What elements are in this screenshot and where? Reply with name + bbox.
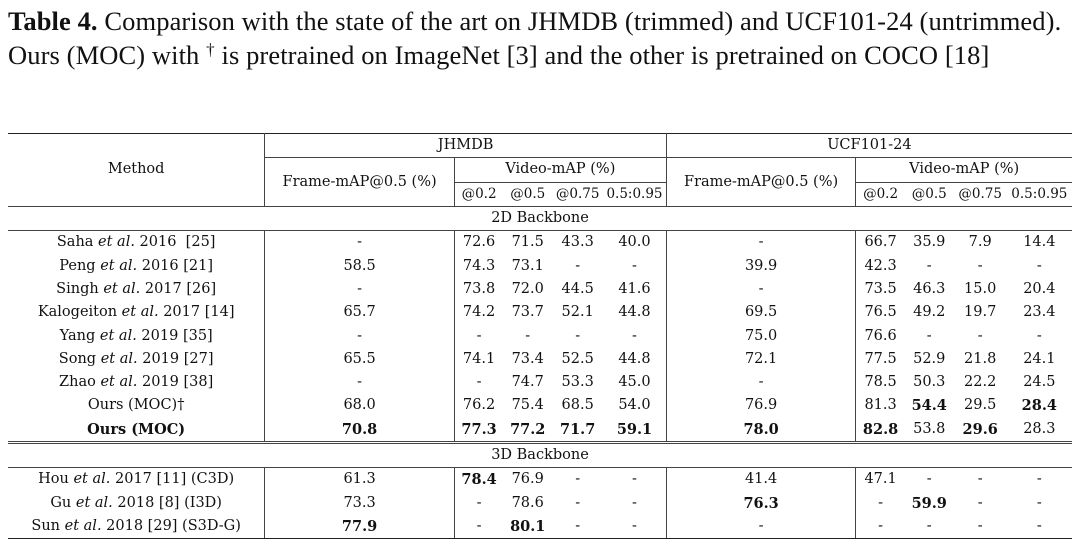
cell: - — [1036, 257, 1042, 274]
cell: 47.1 — [856, 468, 905, 492]
cell: - — [603, 254, 666, 277]
cell: 28.3 — [1023, 420, 1056, 437]
cell: 43.3 — [552, 231, 603, 255]
cell: 77.3 — [461, 420, 497, 438]
cell: - — [552, 468, 603, 492]
cell: - — [1036, 494, 1042, 511]
cell: 35.9 — [905, 231, 954, 255]
method-cell: Gu et al. 2018 [8] (I3D) — [8, 491, 265, 514]
cell: 40.0 — [603, 231, 666, 255]
method-cell: Peng et al. 2016 [21] — [8, 254, 265, 277]
cell: 73.1 — [511, 257, 544, 274]
cell: 78.0 — [666, 418, 856, 443]
cell: 78.4 — [454, 468, 503, 492]
cell: 53.3 — [561, 374, 594, 391]
cell: 75.4 — [511, 397, 544, 414]
section-header-3d — [8, 442, 1072, 467]
cell: - — [265, 231, 455, 255]
cell: - — [603, 491, 666, 514]
table-row — [8, 491, 1072, 514]
cell: 73.8 — [462, 280, 496, 297]
cell: 14.4 — [1007, 231, 1072, 255]
cell: 74.3 — [462, 257, 496, 274]
cell: 74.2 — [462, 304, 496, 321]
cell: - — [666, 278, 856, 301]
cell: 44.5 — [561, 280, 594, 297]
cell: 73.4 — [511, 350, 544, 367]
cell: 70.8 — [265, 418, 455, 443]
method-cell: Hou et al. 2017 [11] (C3D) — [8, 468, 265, 492]
cell: - — [476, 494, 482, 511]
cell: 69.5 — [666, 301, 856, 324]
cell: - — [977, 327, 983, 344]
cell: - — [1036, 327, 1042, 344]
caption-text-1: Comparison with the state of the art on JHMDB (trimmed) and UCF101-24 (untrimmed). Ours (MOC) with — [8, 6, 1062, 70]
cell: 77.5 — [864, 350, 897, 367]
table-row — [8, 418, 1072, 443]
method-cell: Kalogeiton et al. 2017 [14] — [8, 301, 265, 324]
jhmdb-threshold: @0.5 — [503, 182, 552, 206]
cell: 76.2 — [462, 397, 496, 414]
cell: 41.4 — [666, 468, 856, 492]
ucf-threshold: @0.75 — [954, 182, 1007, 206]
method-cell: Zhao et al. 2019 [38] — [8, 371, 265, 394]
cell: 71.7 — [560, 420, 596, 438]
cell: 74.7 — [511, 374, 544, 391]
method-cell: Sun et al. 2018 [29] (S3D-G) — [8, 515, 265, 539]
table-row — [8, 515, 1072, 539]
method-cell: Singh et al. 2017 [26] — [8, 278, 265, 301]
jhmdb-threshold: @0.2 — [454, 182, 503, 206]
cell: - — [666, 515, 856, 539]
table-row — [8, 278, 1072, 301]
caption-dagger: † — [206, 40, 215, 59]
cell: - — [454, 515, 503, 539]
cell: 82.8 — [862, 420, 899, 438]
cell: 74.1 — [462, 350, 496, 367]
cell: 45.0 — [603, 371, 666, 394]
cell: 73.7 — [511, 304, 544, 321]
cell: 76.6 — [864, 327, 897, 344]
table-row — [8, 301, 1072, 324]
cell: 73.3 — [265, 491, 455, 514]
cell: - — [552, 515, 603, 539]
cell: 72.1 — [666, 348, 856, 371]
cell: 15.0 — [964, 280, 997, 297]
cell: 24.1 — [1023, 350, 1056, 367]
cell: - — [525, 327, 531, 344]
cell: - — [954, 515, 1007, 539]
cell: 66.7 — [856, 231, 905, 255]
ucf-video-map-header: Video-mAP (%) — [856, 158, 1072, 182]
header-row-1 — [8, 134, 1072, 158]
cell: 75.0 — [666, 324, 856, 347]
cell: 77.9 — [265, 515, 455, 539]
table-row — [8, 394, 1072, 417]
section-title: 2D Backbone — [8, 206, 1072, 230]
cell: 29.5 — [964, 397, 997, 414]
cell: - — [265, 278, 455, 301]
section-title: 3D Backbone — [8, 442, 1072, 467]
cell: 44.8 — [603, 301, 666, 324]
table-body — [8, 206, 1072, 538]
jhmdb-threshold: @0.75 — [552, 182, 603, 206]
cell: 81.3 — [864, 397, 897, 414]
cell: 29.6 — [962, 420, 998, 438]
cell: 71.5 — [503, 231, 552, 255]
method-cell: Ours (MOC) — [8, 418, 265, 443]
cell: 39.9 — [666, 254, 856, 277]
cell: 42.3 — [864, 257, 897, 274]
cell: - — [575, 257, 581, 274]
cell: 20.4 — [1023, 280, 1056, 297]
cell: 76.9 — [503, 468, 552, 492]
table-row — [8, 348, 1072, 371]
method-cell: Ours (MOC)† — [8, 394, 265, 417]
cell: - — [603, 468, 666, 492]
cell: - — [603, 515, 666, 539]
cell: - — [878, 494, 884, 511]
cell: - — [977, 494, 983, 511]
cell: 52.1 — [561, 304, 594, 321]
cell: 73.5 — [864, 280, 897, 297]
cell: - — [666, 231, 856, 255]
ucf-threshold: 0.5:0.95 — [1007, 182, 1072, 206]
cell: 49.2 — [913, 304, 946, 321]
cell: 59.9 — [911, 494, 947, 512]
ucf-threshold: @0.5 — [905, 182, 954, 206]
cell: 19.7 — [964, 304, 997, 321]
method-cell: Saha et al. 2016 [25] — [8, 231, 265, 255]
table-row — [8, 371, 1072, 394]
cell: 65.5 — [265, 348, 455, 371]
cell: 23.4 — [1023, 304, 1056, 321]
cell: - — [926, 327, 932, 344]
cell: 76.3 — [666, 491, 856, 514]
cell: 28.4 — [1021, 397, 1057, 415]
cell: 46.3 — [913, 280, 946, 297]
cell: 68.0 — [265, 394, 455, 417]
cell: - — [954, 468, 1007, 492]
cell: - — [476, 327, 482, 344]
cell: 72.6 — [454, 231, 503, 255]
cell: - — [926, 257, 932, 274]
table-row — [8, 231, 1072, 255]
ucf-frame-map-header: Frame-mAP@0.5 (%) — [666, 158, 856, 207]
cell: 59.1 — [603, 418, 666, 443]
cell: - — [603, 324, 666, 347]
cell: 61.3 — [265, 468, 455, 492]
ucf-header: UCF101-24 — [666, 134, 1072, 158]
cell: 54.0 — [603, 394, 666, 417]
ucf-threshold: @0.2 — [856, 182, 905, 206]
cell: - — [265, 371, 455, 394]
jhmdb-header: JHMDB — [265, 134, 667, 158]
cell: - — [905, 468, 954, 492]
cell: - — [977, 257, 983, 274]
cell: - — [476, 374, 482, 391]
cell: 78.6 — [511, 494, 544, 511]
cell: - — [1007, 515, 1072, 539]
cell: - — [1007, 468, 1072, 492]
cell: 80.1 — [503, 515, 552, 539]
cell: - — [265, 324, 455, 347]
caption-label: Table 4. — [8, 6, 98, 36]
cell: 76.5 — [864, 304, 897, 321]
cell: 52.5 — [561, 350, 594, 367]
cell: 24.5 — [1023, 374, 1056, 391]
cell: - — [666, 371, 856, 394]
table-row — [8, 254, 1072, 277]
cell: 7.9 — [954, 231, 1007, 255]
cell: - — [905, 515, 954, 539]
jhmdb-video-map-header: Video-mAP (%) — [454, 158, 666, 182]
cell: 52.9 — [913, 350, 946, 367]
cell: - — [856, 515, 905, 539]
cell: 21.8 — [964, 350, 997, 367]
cell: 78.5 — [864, 374, 897, 391]
jhmdb-threshold: 0.5:0.95 — [603, 182, 666, 206]
cell: 65.7 — [265, 301, 455, 324]
cell: 76.9 — [666, 394, 856, 417]
method-header: Method — [8, 134, 265, 207]
method-cell: Yang et al. 2019 [35] — [8, 324, 265, 347]
table-row — [8, 468, 1072, 492]
cell: 53.8 — [913, 420, 946, 437]
jhmdb-frame-map-header: Frame-mAP@0.5 (%) — [265, 158, 455, 207]
table-caption — [8, 4, 1076, 72]
cell: - — [575, 494, 581, 511]
cell: 50.3 — [913, 374, 946, 391]
cell: 54.4 — [911, 397, 947, 415]
caption-text-2: is pretrained on ImageNet [3] and the other is pretrained on COCO [18] — [214, 40, 990, 70]
cell: 58.5 — [265, 254, 455, 277]
method-cell: Song et al. 2019 [27] — [8, 348, 265, 371]
cell: - — [575, 327, 581, 344]
cell: 44.8 — [603, 348, 666, 371]
cell: 72.0 — [511, 280, 544, 297]
cell: 68.5 — [561, 397, 594, 414]
section-header-2d — [8, 206, 1072, 230]
cell: 41.6 — [603, 278, 666, 301]
cell: 77.2 — [510, 420, 546, 438]
cell: 22.2 — [964, 374, 997, 391]
table-row — [8, 324, 1072, 347]
results-table — [8, 133, 1072, 539]
